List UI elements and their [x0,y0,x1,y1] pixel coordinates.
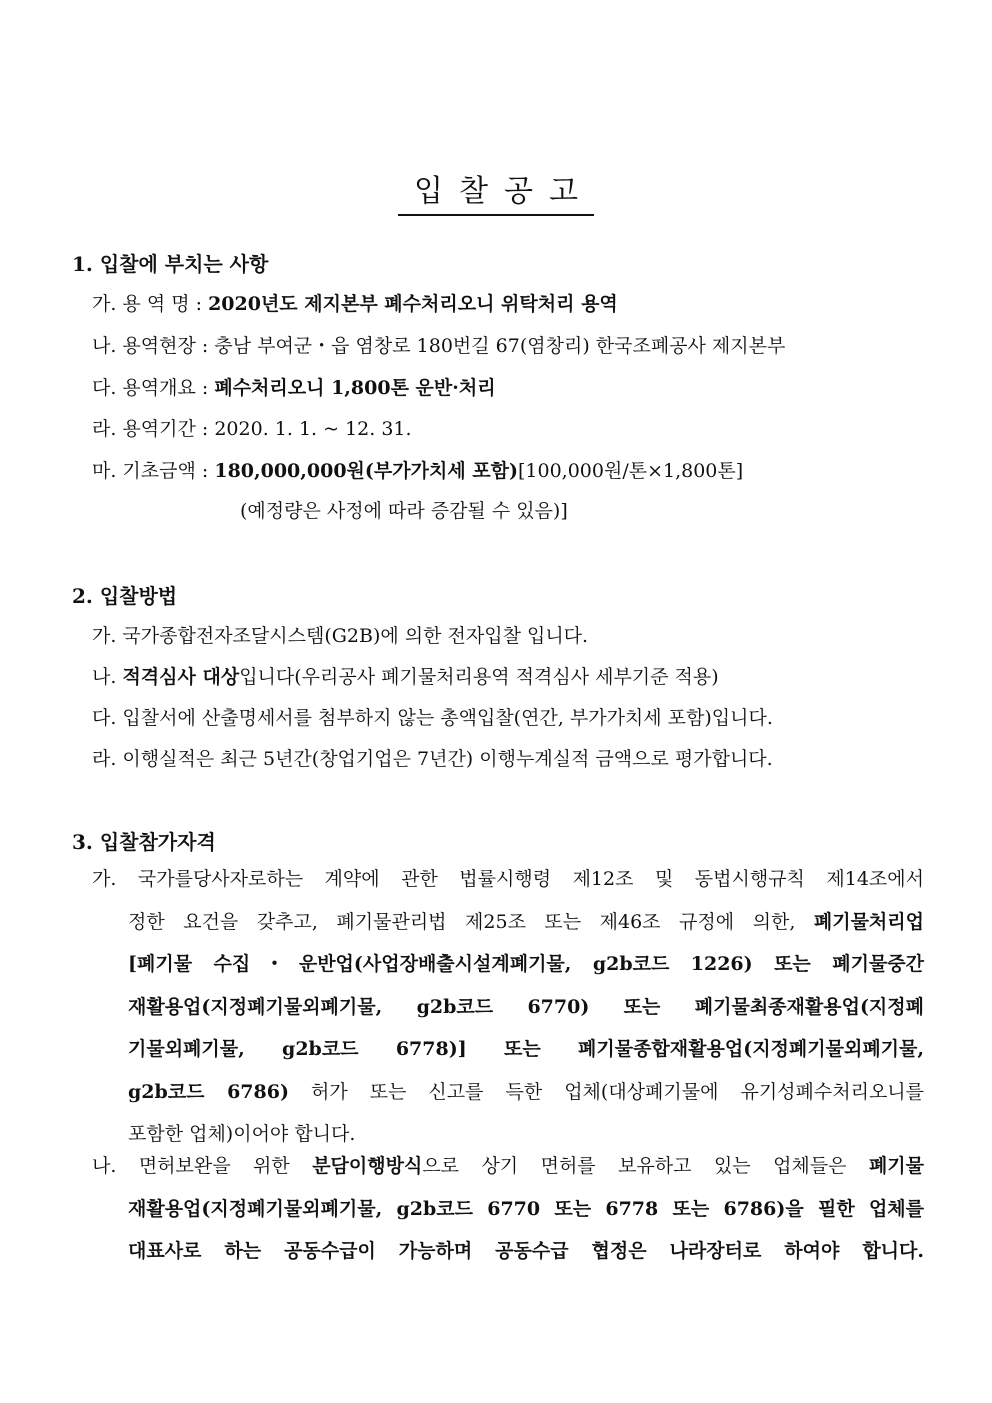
service-name-line: 가. 용 역 명 : 2020년도 제지본부 폐수처리오니 위탁처리 용역 [92,293,618,315]
bid-method-b: 나. 적격심사 대상입니다(우리공사 폐기물처리용역 적격심사 세부기준 적용) [92,666,719,688]
service-overview-line: 다. 용역개요 : 폐수처리오니 1,800톤 운반·처리 [92,377,496,399]
qualification-b-line1: 나. 면허보완을 위한 분담이행방식으로 상기 면허를 보유하고 있는 업체들은 폐기물 [92,1155,924,1177]
qualification-b [92,1145,924,1273]
qualification-a-line6: g2b코드 6786) 허가 또는 신고를 득한 업체(대상폐기물에 유기성폐수처리오니를 [128,1080,925,1103]
bid-method-c: 다. 입찰서에 산출명세서를 첨부하지 않는 총액입찰(연간, 부가가치세 포함)입니다. [92,707,773,729]
section-1-heading: 1. 입찰에 부치는 사항 [72,252,269,276]
qualification-a-line5: 기물외폐기물, g2b코드 6778)] 또는 폐기물종합재활용업(지정폐기물외폐기물, [128,1038,924,1060]
qualification-a-line2: 정한 요건을 갖추고, 폐기물관리법 제25조 또는 제46조 규정에 의한, 폐기물처리업 [128,910,924,933]
bid-method-d: 라. 이행실적은 최근 5년간(창업기업은 7년간) 이행누계실적 금액으로 평가합니다. [92,748,773,770]
base-amount-note: (예정량은 사정에 따라 증감될 수 있음)] [240,500,568,522]
qualification-a-line3: [폐기물 수집・운반업(사업장배출시설계폐기물, g2b코드 1226) 또는 폐기물중간 [128,953,924,975]
qualification-a-line1: 가. 국가를당사자로하는 계약에 관한 법률시행령 제12조 및 동법시행규칙 제14조에서 [92,868,924,890]
qualification-b-line2: 재활용업(지정폐기물외폐기물, g2b코드 6770 또는 6778 또는 6786)을 필한 업체를 [128,1197,924,1220]
qualification-a-line4: 재활용업(지정폐기물외폐기물, g2b코드 6770) 또는 폐기물최종재활용업(지정폐 [128,995,924,1018]
section-3-heading: 3. 입찰참가자격 [72,830,216,854]
qualification-b-line3: 대표사로 하는 공동수급이 가능하며 공동수급 협정은 나라장터로 하여야 합니다. [128,1240,924,1262]
service-period-line: 라. 용역기간 : 2020. 1. 1. ~ 12. 31. [92,418,412,440]
section-2-heading: 2. 입찰방법 [72,584,178,608]
qualification-a [92,858,924,1156]
document-title: 입찰공고 [0,166,992,216]
qualification-a-line7: 포함한 업체)이어야 합니다. [128,1123,356,1145]
service-site-line: 나. 용역현장 : 충남 부여군・읍 염창로 180번길 67(염창리) 한국조폐공사 제지본부 [92,335,786,357]
bid-method-a: 가. 국가종합전자조달시스템(G2B)에 의한 전자입찰 입니다. [92,625,589,647]
base-amount-line: 마. 기초금액 : 180,000,000원(부가가치세 포함)[100,000원/톤×1,800톤] [92,460,744,482]
